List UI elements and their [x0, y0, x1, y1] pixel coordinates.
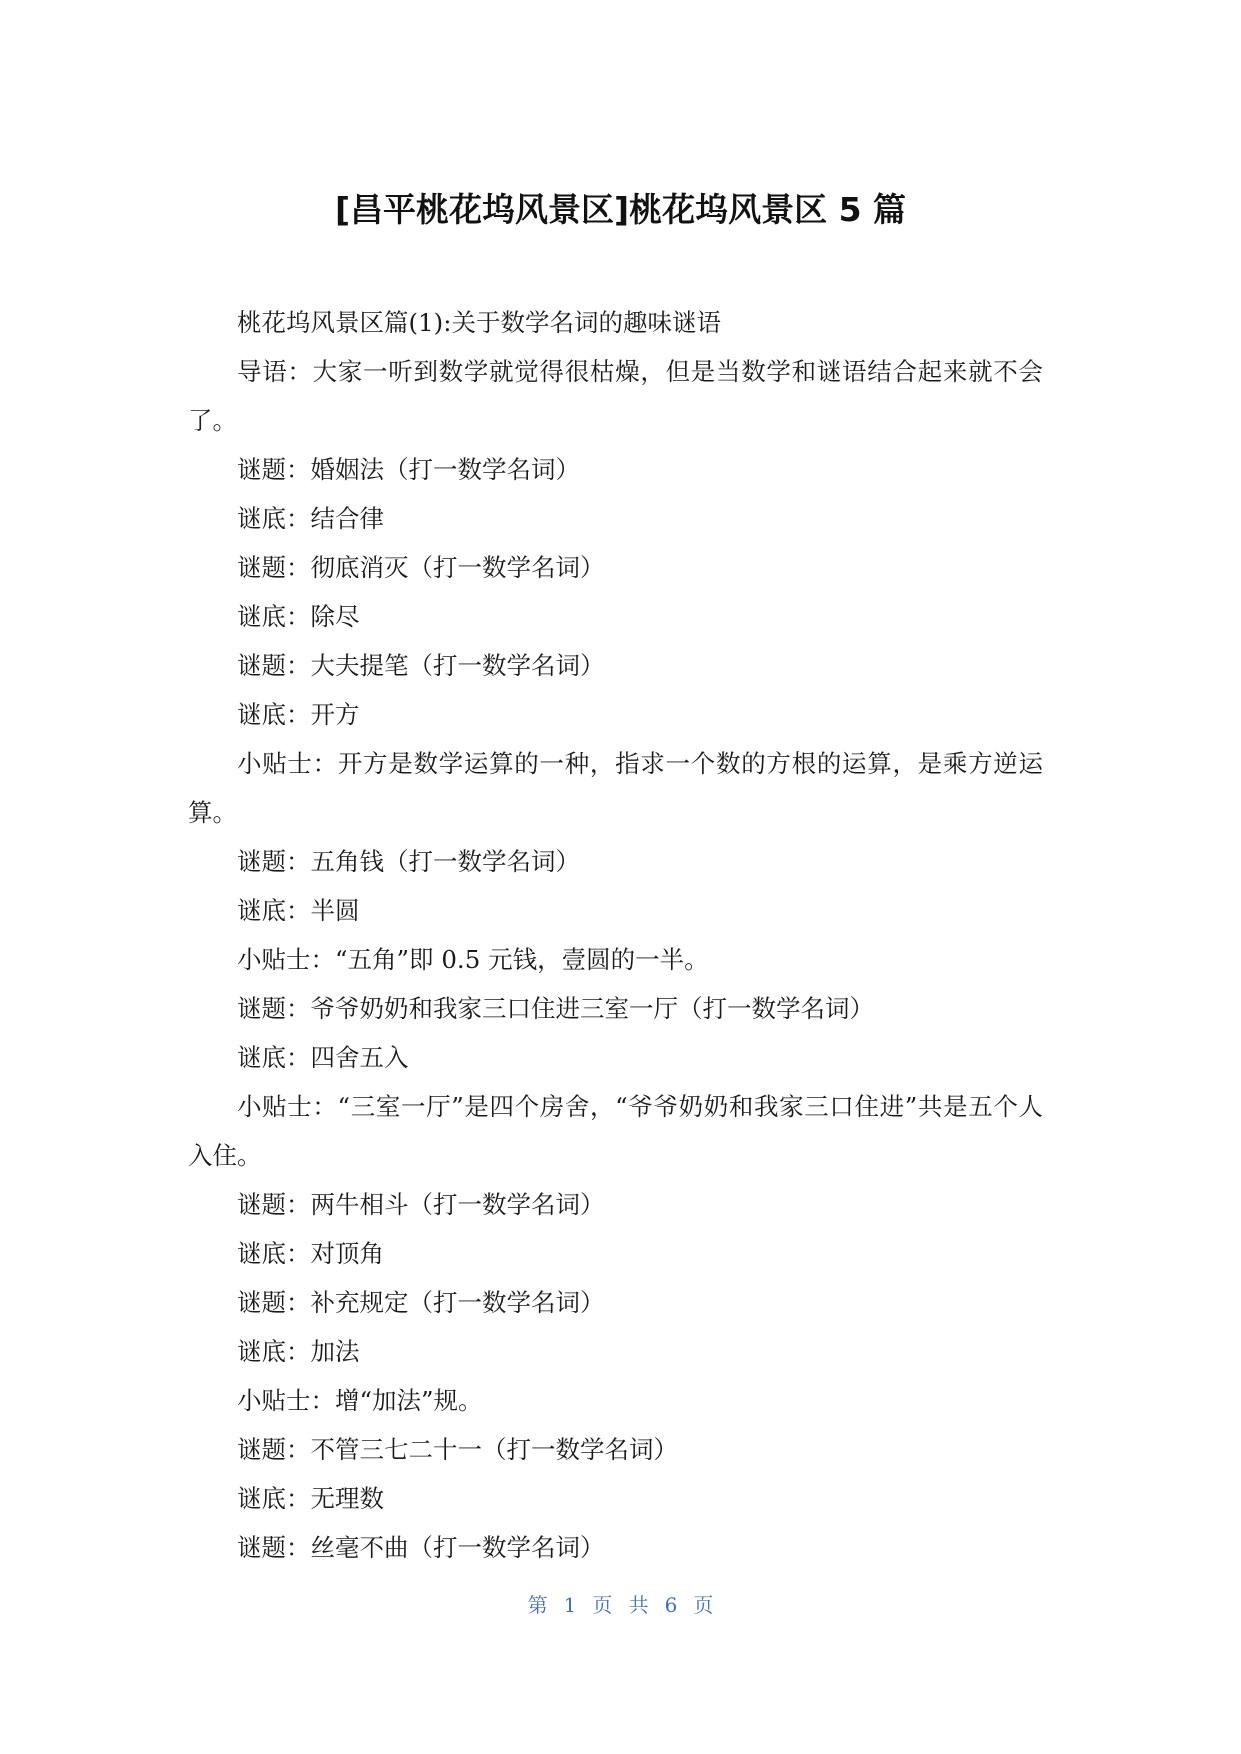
paragraph: 谜题：大夫提笔（打一数学名词） [237, 651, 605, 680]
paragraph: 谜题：婚姻法（打一数学名词） [237, 455, 580, 484]
paragraph: 谜底：半圆 [237, 896, 360, 925]
document-title: [昌平桃花坞风景区]桃花坞风景区 5 篇 [334, 190, 907, 229]
footer-label-ye-gong: 页 共 [592, 1593, 649, 1617]
paragraph: 谜题：爷爷奶奶和我家三口住进三室一厅（打一数学名词） [237, 994, 874, 1023]
paragraph: 谜底：无理数 [237, 1484, 384, 1513]
paragraph: 小贴士：“五角”即 0.5 元钱，壹圆的一半。 [237, 945, 709, 974]
footer-page-number: 1 [563, 1593, 577, 1617]
paragraph: 谜题：两牛相斗（打一数学名词） [237, 1190, 605, 1219]
paragraph: 谜底：结合律 [237, 504, 384, 533]
paragraph: 小贴士：增“加法”规。 [237, 1386, 483, 1415]
footer-label-di: 第 [527, 1593, 548, 1617]
page-footer [0, 1590, 1241, 1620]
paragraph: 小贴士：“三室一厅”是四个房舍，“爷爷奶奶和我家三口住进”共是五个人入住。 [188, 1092, 1043, 1170]
paragraph: 谜题：丝毫不曲（打一数学名词） [237, 1533, 605, 1562]
paragraph: 谜底：除尽 [237, 602, 360, 631]
paragraph: 谜题：补充规定（打一数学名词） [237, 1288, 605, 1317]
paragraph: 小贴士：开方是数学运算的一种，指求一个数的方根的运算，是乘方逆运算。 [188, 749, 1043, 827]
paragraph: 导语：大家一听到数学就觉得很枯燥，但是当数学和谜语结合起来就不会了。 [188, 357, 1043, 435]
footer-label-ye: 页 [693, 1593, 714, 1617]
paragraph: 谜题：五角钱（打一数学名词） [237, 847, 580, 876]
footer-total-pages: 6 [664, 1593, 678, 1617]
paragraph: 桃花坞风景区篇(1):关于数学名词的趣味谜语 [237, 308, 721, 337]
paragraph: 谜底：四舍五入 [237, 1043, 409, 1072]
paragraph: 谜底：加法 [237, 1337, 360, 1366]
paragraph: 谜题：彻底消灭（打一数学名词） [237, 553, 605, 582]
paragraph: 谜题：不管三七二十一（打一数学名词） [237, 1435, 678, 1464]
document-body [188, 298, 1043, 1572]
paragraph: 谜底：开方 [237, 700, 360, 729]
paragraph: 谜底：对顶角 [237, 1239, 384, 1268]
